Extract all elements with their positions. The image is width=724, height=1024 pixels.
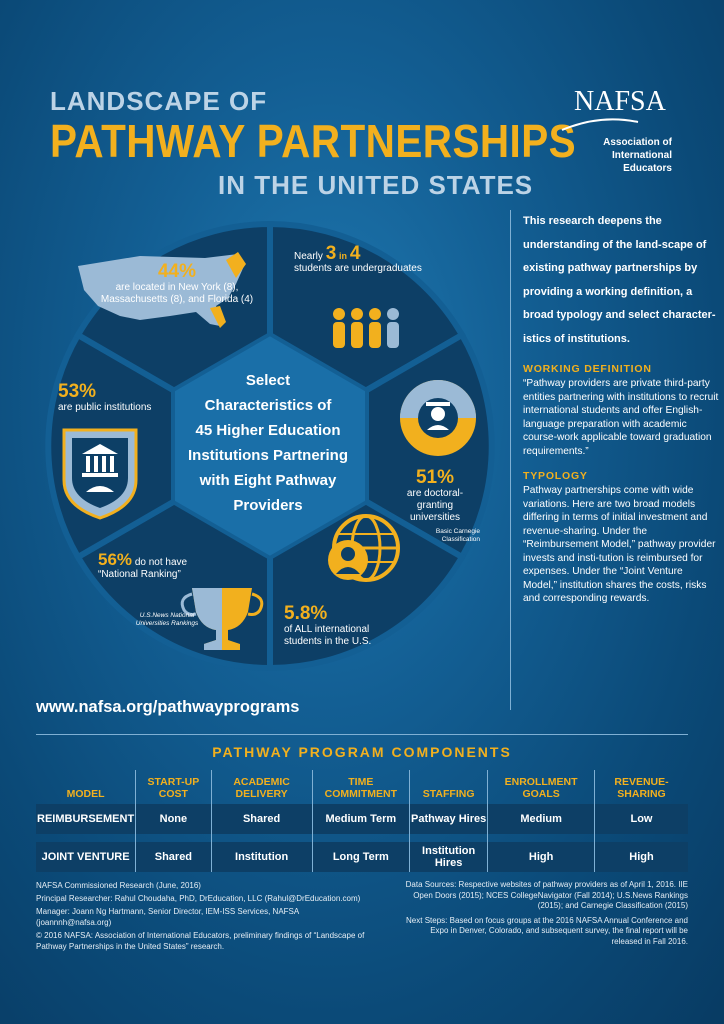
components-title: PATHWAY PROGRAM COMPONENTS — [212, 744, 512, 760]
seg-intl-text — [284, 604, 394, 648]
seg-doctoral-line1: are doctoral-granting — [406, 488, 464, 511]
sidebar-column — [510, 210, 719, 710]
logo-sub-line2: International Educators — [611, 150, 672, 174]
seg-location-line1: are located in New York (8), — [115, 282, 239, 293]
seg-undergrad-mid: in — [339, 251, 348, 261]
seg-doctoral-pct: 51% — [415, 467, 455, 488]
col-model: MODEL — [66, 788, 105, 800]
col-revenue-sharing: REVENUE-SHARING — [594, 770, 688, 804]
typology-text: Pathway partnerships come with wide variations. Here are two broad models differing in terms of initial investment and revenue-sharing. Under the “Reimbursement Model,” pathway provider invests and insti-tution is reimbursed for expenses. Under the “Joint Venture Model,” institution shares the costs, risks and corresponding rewards. — [523, 485, 716, 604]
center-line5: with Eight Pathway — [199, 472, 337, 489]
footer-left-1: NAFSA Commissioned Research (June, 2016) — [36, 881, 201, 890]
logo-swoosh-icon — [560, 112, 640, 134]
institution-shield-icon — [64, 430, 136, 518]
col-academic-delivery: ACADEMIC DELIVERY — [211, 770, 312, 804]
seg-doctoral-note2: Classification — [441, 536, 480, 543]
center-line6: Providers — [233, 497, 303, 514]
logo-subtitle — [582, 136, 672, 175]
seg-undergrad-pre: Nearly — [294, 251, 326, 262]
center-line1: Select — [245, 372, 291, 389]
footer-sources — [400, 880, 688, 951]
col-enrollment-goals: ENROLLMENT GOALS — [488, 770, 595, 804]
components-table — [36, 770, 688, 872]
seg-intl-pct: 5.8% — [284, 603, 328, 624]
seg-ranking-rest: do not have — [134, 557, 188, 568]
seg-ranking-note — [132, 612, 202, 628]
center-line3: 45 Higher Education — [195, 422, 341, 439]
seg-undergrad-num2: 4 — [349, 243, 361, 264]
seg-ranking-line2: “National Ranking” — [98, 569, 181, 580]
seg-intl-line1: of ALL international — [284, 624, 370, 635]
seg-undergrad-line1 — [294, 243, 424, 264]
col-staffing: STAFFING — [410, 770, 488, 804]
center-line2: Characteristics of — [204, 397, 332, 414]
footer-right-1: Data Sources: Respective websites of pathway providers as of April 1, 2016. IIE Open Doors (2015); NCES CollegeNavigator (Fall 2014); U.S.News Rankings (2015); and Carnegie Classification (2015) — [405, 880, 688, 910]
title-line1: LANDSCAPE OF — [50, 86, 268, 116]
title-line2: PATHWAY PARTNERSHIPS — [50, 115, 577, 167]
seg-location-line2: Massachusetts (8), and Florida (4) — [100, 294, 254, 305]
divider — [36, 734, 688, 735]
cell: Medium Term — [312, 804, 409, 834]
website-link[interactable]: www.nafsa.org/pathwayprograms — [36, 698, 300, 716]
seg-undergrad-line2: students are undergraduates — [294, 263, 422, 274]
seg-undergrad-text — [294, 243, 424, 275]
cell: Shared — [211, 804, 312, 834]
row-gap — [36, 834, 688, 842]
cell: None — [136, 804, 211, 834]
seg-public-text — [58, 382, 158, 414]
seg-doctoral-line2: universities — [409, 512, 461, 523]
seg-ranking-pct: 56% — [98, 550, 133, 569]
intro-text: This research deepens the understanding of the land-scape of existing pathway partnerships by providing a working definition, a broad typology and select character-istics of institutions. — [523, 215, 716, 345]
title-line3: IN THE UNITED STATES — [218, 170, 534, 200]
graduate-icon — [400, 380, 476, 456]
seg-location-text — [82, 262, 272, 306]
table-row — [36, 804, 688, 834]
seg-doctoral-note1: Basic Carnegie — [435, 528, 480, 535]
logo-sub-line1: Association of — [603, 137, 672, 148]
seg-undergrad-num1: 3 — [325, 243, 337, 264]
footer-right-2: Next Steps: Based on focus groups at the 2016 NAFSA Annual Conference and Expo in Denver, Colorado, and subsequent survey, the final report will be released in Fall 2016. — [406, 915, 688, 946]
seg-ranking-note1: U.S.News National — [139, 612, 195, 619]
definition-text: “Pathway providers are private third-party entities partnering with institutions to recruit international students and offer English-language preparation with academic course-work applicable toward graduation requirements.” — [523, 378, 719, 457]
footer-credits — [36, 880, 366, 954]
col-startup-cost: START-UP COST — [136, 770, 211, 804]
cell: Long Term — [312, 842, 409, 872]
cell: Institution Hires — [410, 842, 488, 872]
cell: High — [488, 842, 595, 872]
col-time-commitment: TIME COMMITMENT — [312, 770, 409, 804]
cell: REIMBURSEMENT — [36, 804, 136, 834]
cell: Pathway Hires — [410, 804, 488, 834]
seg-public-pct: 53% — [58, 381, 97, 402]
typology-heading: TYPOLOGY — [523, 470, 588, 482]
wheel-center-text — [168, 368, 368, 518]
seg-ranking-line1 — [98, 550, 248, 569]
center-line4: Institutions Partnering — [187, 447, 348, 464]
seg-doctoral-note — [390, 528, 480, 544]
footer-left-2: Principal Researcher: Rahul Choudaha, PhD, DrEducation, LLC (Rahul@DrEducation.com) — [36, 894, 361, 903]
footer-left-3: Manager: Joann Ng Hartmann, Senior Director, IEM-ISS Services, NAFSA (joannnh@nafsa.org) — [36, 907, 299, 927]
cell: Low — [594, 804, 688, 834]
seg-ranking-note2: Universities Rankings — [135, 620, 199, 627]
definition-heading: WORKING DEFINITION — [523, 363, 652, 375]
cell: High — [594, 842, 688, 872]
cell: Institution — [211, 842, 312, 872]
cell: JOINT VENTURE — [36, 842, 136, 872]
nafsa-logo: NAFSA — [574, 86, 666, 117]
table-row — [36, 842, 688, 872]
seg-ranking-text — [98, 550, 248, 581]
cell: Medium — [488, 804, 595, 834]
footer-left-4: © 2016 NAFSA: Association of International Educators, preliminary findings of “Landscape of Pathway Partnerships in the United States” research. — [36, 931, 365, 951]
seg-public-line1: are public institutions — [58, 402, 152, 413]
table-header-row — [36, 770, 688, 804]
seg-location-pct: 44% — [157, 261, 197, 282]
seg-intl-line2: students in the U.S. — [284, 636, 372, 647]
seg-doctoral-text — [390, 468, 480, 544]
cell: Shared — [136, 842, 211, 872]
